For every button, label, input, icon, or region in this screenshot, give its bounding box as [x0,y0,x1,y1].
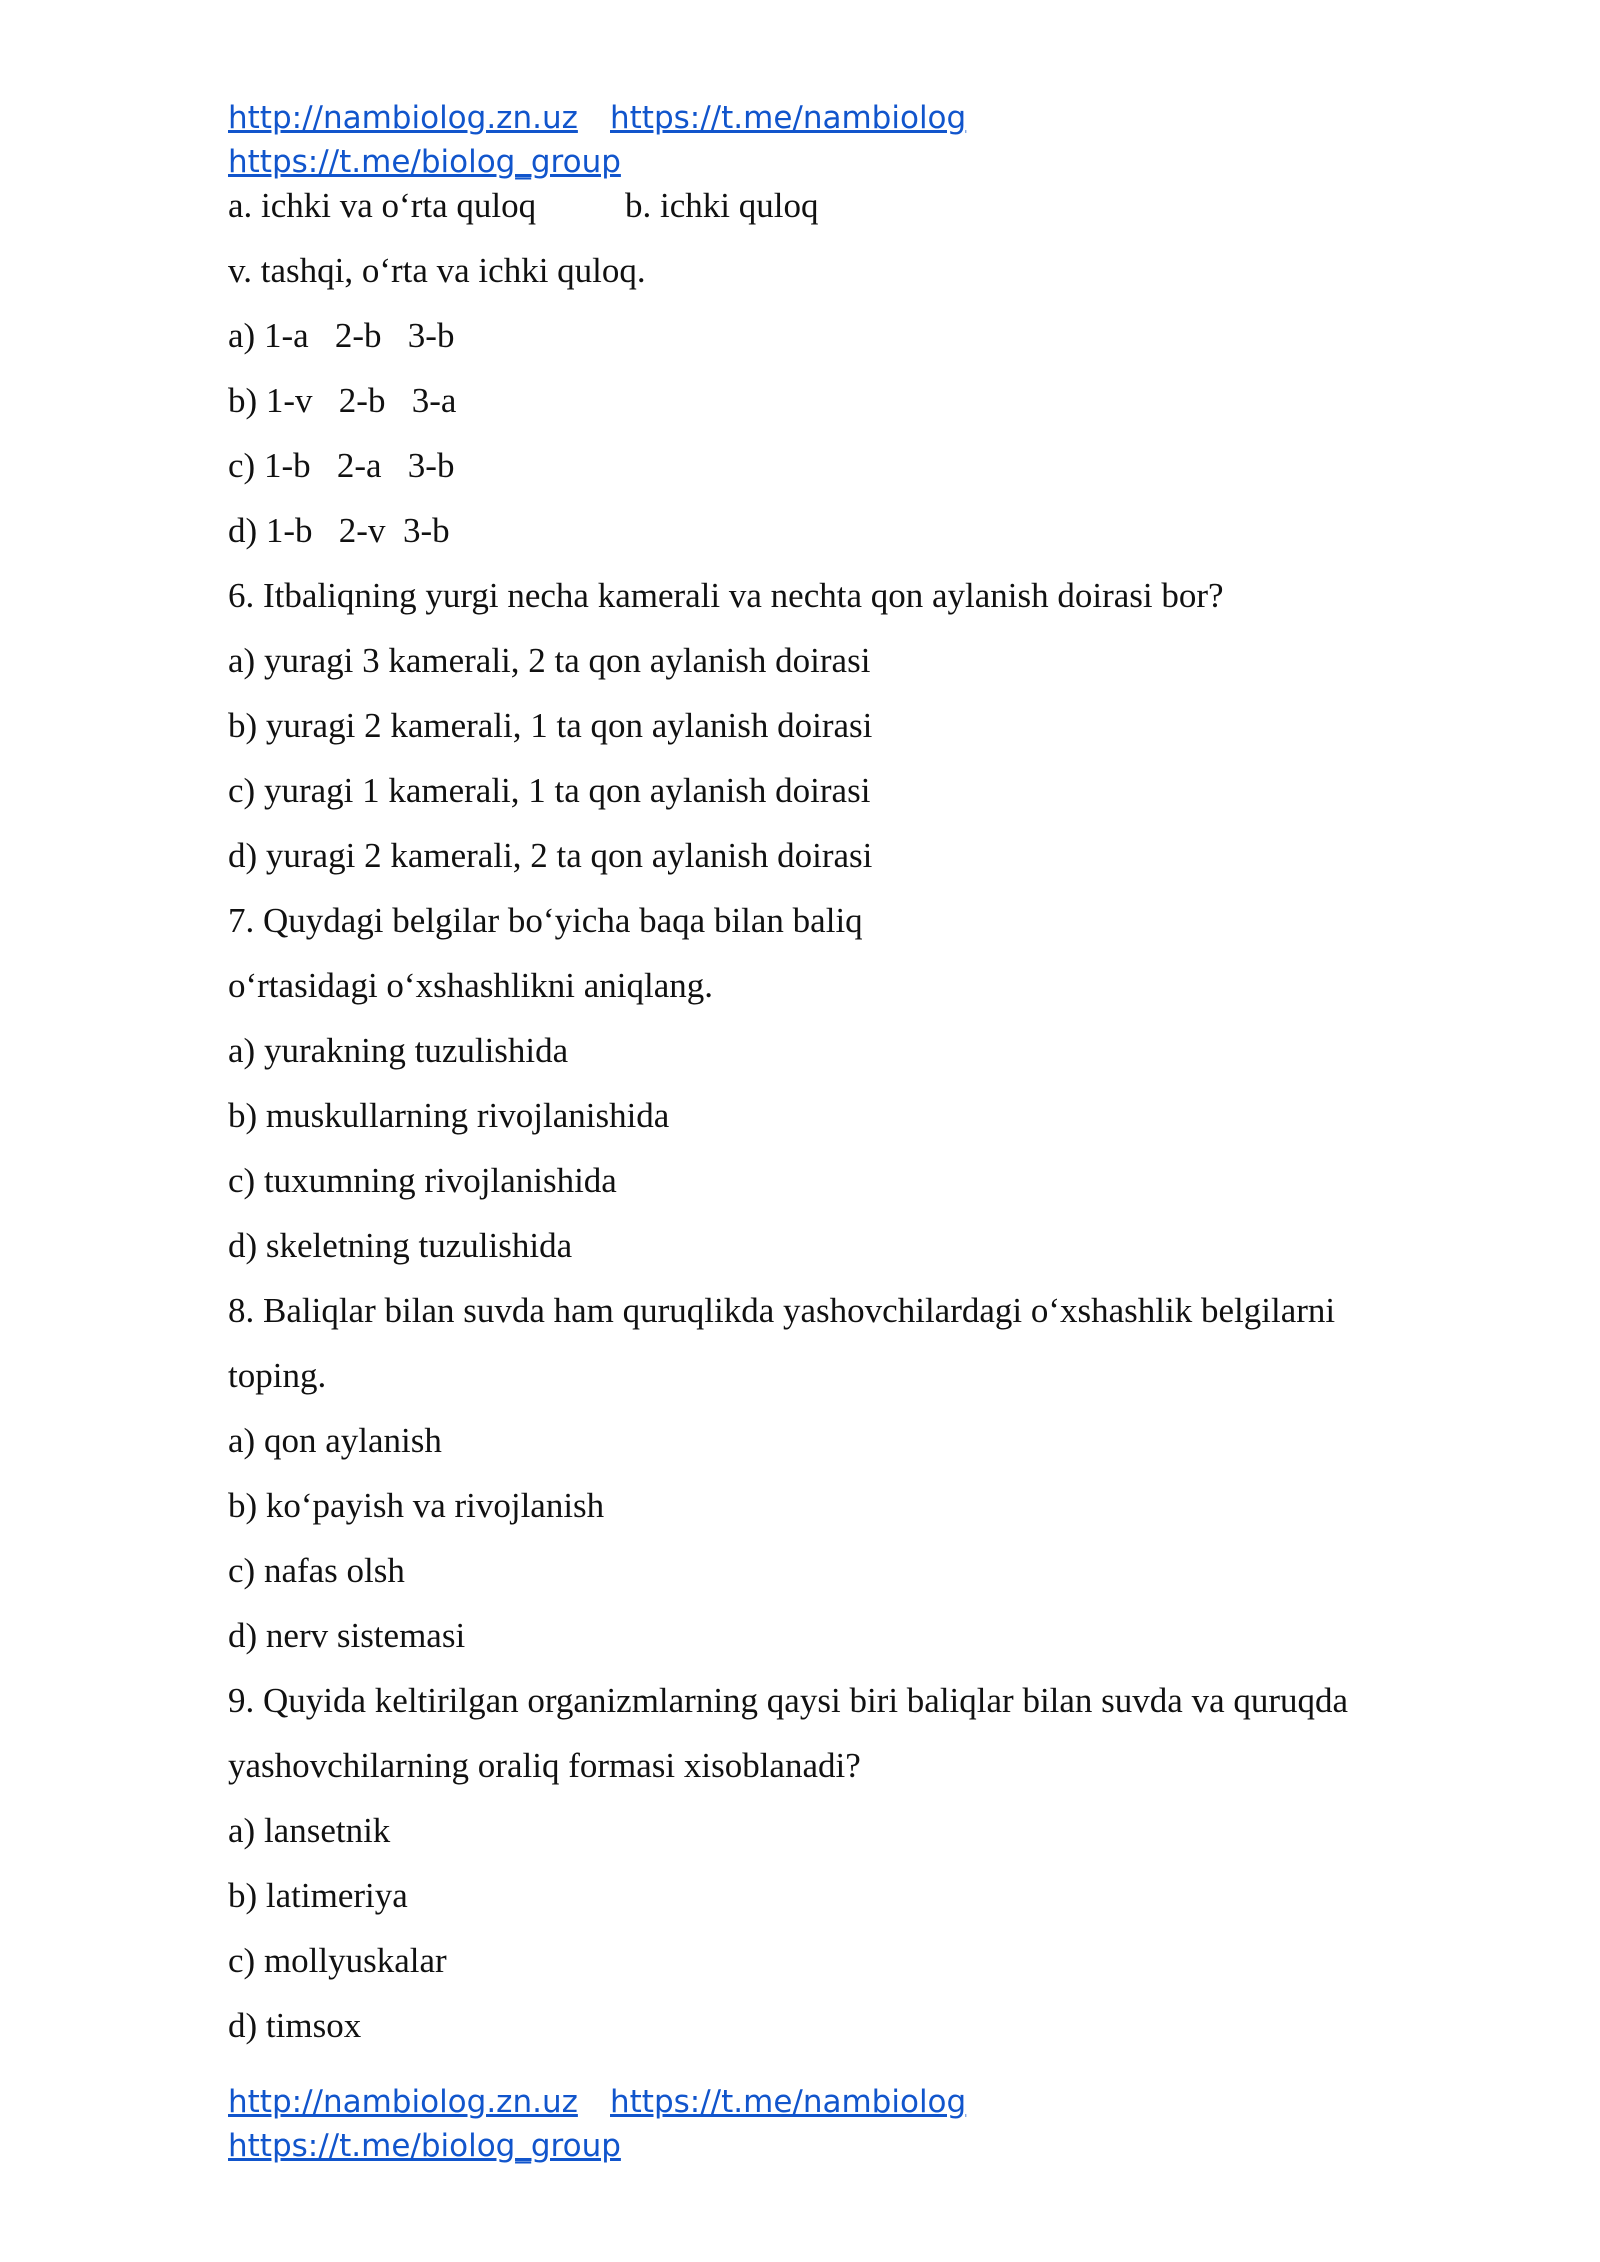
footer-site-link[interactable]: http://nambiolog.zn.uz [228,2084,578,2120]
q6-question: 6. Itbaliqning yurgi necha kamerali va nechta qon aylanish doirasi bor? [228,576,1224,615]
q7-answer-b: b) muskullarning rivojlanishida [228,1096,670,1135]
q7-answer-c: c) tuxumning rivojlanishida [228,1161,617,1200]
match-option-a: a. ichki va o‘rta quloq [228,186,537,225]
q6-answer-a: a) yuragi 3 kamerali, 2 ta qon aylanish doirasi [228,641,871,680]
q7-question-line1: 7. Quydagi belgilar bo‘yicha baqa bilan baliq [228,901,863,940]
match-option-v: v. tashqi, o‘rta va ichki quloq. [228,251,646,290]
match-options-row [228,184,1458,249]
q8-answer-a: a) qon aylanish [228,1421,442,1460]
q9-answer-a: a) lansetnik [228,1811,391,1850]
match-option-b: b. ichki quloq [625,186,819,225]
q9-question-line2: yashovchilarning oraliq formasi xisoblanadi? [228,1746,861,1785]
q7-question-line2: o‘rtasidagi o‘xshashlikni aniqlang. [228,966,714,1005]
header-telegram-group-link[interactable]: https://t.me/biolog_group [228,144,621,180]
q7-answer-a: a) yurakning tuzulishida [228,1031,569,1070]
q5-answer-c: c) 1-b 2-a 3-b [228,446,455,485]
q7-answer-d: d) skeletning tuzulishida [228,1226,573,1265]
q8-answer-c: c) nafas olsh [228,1551,405,1590]
footer-telegram-channel-link[interactable]: https://t.me/nambiolog [610,2084,967,2120]
q8-question-line1: 8. Baliqlar bilan suvda ham quruqlikda yashovchilardagi o‘xshashlik belgilarni [228,1291,1336,1330]
q6-answer-c: c) yuragi 1 kamerali, 1 ta qon aylanish doirasi [228,771,871,810]
footer-links [228,2080,1096,2168]
q6-answer-b: b) yuragi 2 kamerali, 1 ta qon aylanish doirasi [228,706,873,745]
q5-answer-a: a) 1-a 2-b 3-b [228,316,455,355]
q9-answer-d: d) timsox [228,2006,362,2045]
q5-answer-b: b) 1-v 2-b 3-a [228,381,457,420]
document-body [228,184,1458,2069]
header-site-link[interactable]: http://nambiolog.zn.uz [228,100,578,136]
q9-question-line1: 9. Quyida keltirilgan organizmlarning qaysi biri baliqlar bilan suvda va quruqda [228,1681,1349,1720]
header-telegram-channel-link[interactable]: https://t.me/nambiolog [610,100,967,136]
q9-answer-b: b) latimeriya [228,1876,408,1915]
q6-answer-d: d) yuragi 2 kamerali, 2 ta qon aylanish doirasi [228,836,873,875]
q8-question-line2: toping. [228,1356,327,1395]
q9-answer-c: c) mollyuskalar [228,1941,447,1980]
footer-telegram-group-link[interactable]: https://t.me/biolog_group [228,2128,621,2164]
q8-answer-b: b) ko‘payish va rivojlanish [228,1486,605,1525]
q8-answer-d: d) nerv sistemasi [228,1616,466,1655]
header-links [228,96,1096,184]
q5-answer-d: d) 1-b 2-v 3-b [228,511,450,550]
